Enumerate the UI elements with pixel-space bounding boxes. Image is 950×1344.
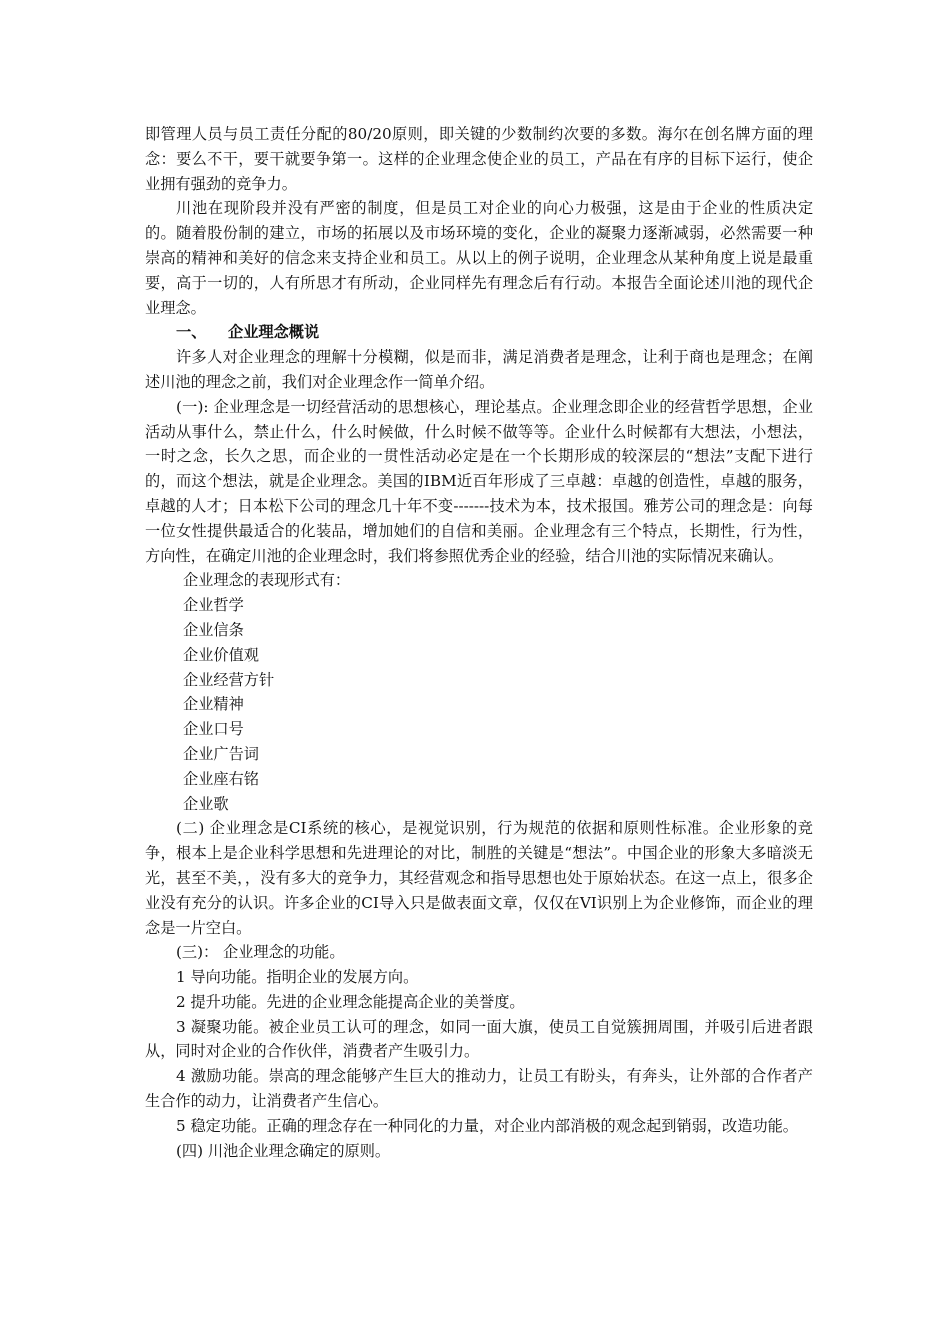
list-item: 企业精神: [183, 695, 244, 714]
function-promote: 2 提升功能。先进的企业理念能提高企业的美誉度。: [176, 992, 525, 1011]
list-item: 企业座右铭: [183, 769, 259, 788]
list-item: 企业口号: [183, 720, 244, 739]
section-heading: [145, 320, 813, 345]
paragraph-80-20: 即管理人员与员工责任分配的80/20原则，即关键的少数制约次要的多数。海尔在创名牌方面的理念：要么不干，要干就要争第一。这样的企业理念使企业的员工，产品在有序的目标下运行，使企业拥有强劲的竞争力。: [145, 125, 813, 193]
paragraph-chuanchi-intro: 川池在现阶段并没有严密的制度，但是员工对企业的向心力极强，这是由于企业的性质决定的。随着股份制的建立，市场的拓展以及市场环境的变化，企业的凝聚力逐渐减弱，必然需要一种崇高的精神和美好的信念来支持企业和员工。从以上的例子说明，企业理念从某种角度上说是最重要，高于一切的，人有所思才有所动，企业同样先有理念后有行动。本报告全面论述川池的现代企业理念。: [145, 199, 813, 317]
forms-list: [145, 593, 813, 816]
list-item: 企业歌: [183, 794, 229, 813]
function-guide: 1 导向功能。指明企业的发展方向。: [176, 968, 419, 987]
section-number: 一、: [176, 323, 207, 342]
paragraph-point-2: (二) 企业理念是CI系统的核心，是视觉识别，行为规范的依据和原则性标准。企业形象的竞争，根本上是企业科学思想和先进理论的对比，制胜的关键是“想法”。中国企业的形象大多暗淡无光，甚至不美，，没有多大的竞争力，其经营观念和指导思想也处于原始状态。在这一点上，很多企业没有充分的认识。许多企业的CI导入只是做表面文章，仅仅在VI识别上为企业修饰，而企业的理念是一片空白。: [145, 819, 813, 937]
list-item: 企业广告词: [183, 744, 259, 763]
section-title: 企业理念概说: [228, 323, 320, 342]
list-item: 企业价值观: [183, 645, 259, 664]
function-stability: 5 稳定功能。正确的理念存在一种同化的力量，对企业内部消极的观念起到销弱，改造功能。: [176, 1116, 798, 1135]
forms-intro: 企业理念的表现形式有：: [183, 571, 351, 590]
document-page: [145, 122, 813, 1163]
list-item: 企业信条: [183, 620, 244, 639]
list-item: 企业哲学: [183, 596, 244, 615]
function-cohesion: 3 凝聚功能。被企业员工认可的理念，如同一面大旗，使员工自觉簇拥周围，并吸引后进者跟从，同时对企业的合作伙伴，消费者产生吸引力。: [145, 1017, 813, 1061]
paragraph-overview: 许多人对企业理念的理解十分模糊，似是而非，满足消费者是理念，让利于商也是理念；在阐述川池的理念之前，我们对企业理念作一简单介绍。: [145, 348, 813, 391]
list-item: 企业经营方针: [183, 670, 275, 689]
paragraph-point-1: (一): 企业理念是一切经营活动的思想核心，理论基点。企业理念即企业的经营哲学思想，企业活动从事什么，禁止什么，什么时候做，什么时候不做等等。企业什么时候都有大想法，小想法，一时之念，长久之思，而企业的一贯性活动必定是在一个长期形成的较深层的“想法”支配下进行的，而这个想法，就是企业理念。美国的IBM近百年形成了三卓越：卓越的创造性，卓越的服务，卓越的人才；日本松下公司的理念几十年不变-------技术为本，技术报国。雅芳公司的理念是：向每一位女性提供最适合的化装品，增加她们的自信和美丽。企业理念有三个特点，长期性，行为性，方向性，在确定川池的企业理念时，我们将参照优秀企业的经验，结合川池的实际情况来确认。: [145, 397, 813, 565]
function-motivation: 4 激励功能。崇高的理念能够产生巨大的推动力，让员工有盼头，有奔头，让外部的合作者产生合作的动力，让消费者产生信心。: [145, 1067, 813, 1111]
paragraph-point-4: (四) 川池企业理念确定的原则。: [176, 1141, 391, 1160]
paragraph-point-3: (三)： 企业理念的功能。: [176, 943, 345, 962]
